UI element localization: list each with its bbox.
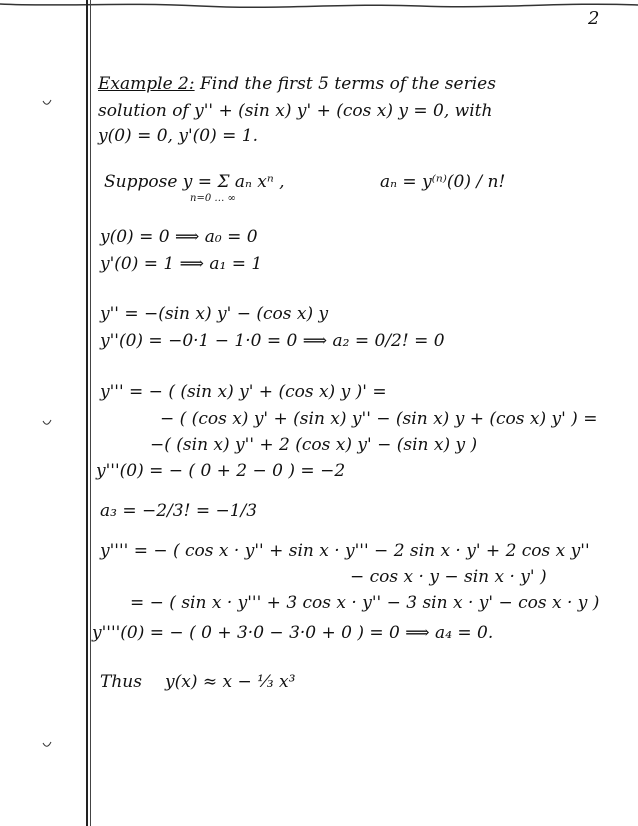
suppose-series: Suppose y = Σ aₙ xⁿ , [104, 172, 285, 192]
fourth-derivative-line2: − cos x · y − sin x · y' ) [350, 567, 547, 587]
fourth-derivative-line3: = − ( sin x · y''' + 3 cos x · y'' − 3 sin x · y' − cos x · y ) [130, 593, 600, 613]
page-top-edge [0, 0, 638, 14]
coefficient-formula: aₙ = y⁽ⁿ⁾(0) / n! [380, 172, 506, 192]
example-prompt-line3: y(0) = 0, y'(0) = 1. [98, 126, 258, 146]
series-approximation: y(x) ≈ x − ⅓ x³ [165, 672, 296, 692]
example-prompt-line1: Find the first 5 terms of the series [200, 74, 496, 94]
a3-value: a₃ = −2/3! = −1/3 [100, 501, 258, 521]
example-heading [98, 74, 496, 94]
second-derivative-at-zero: y''(0) = −0·1 − 1·0 = 0 ⟹ a₂ = 0/2! = 0 [100, 331, 445, 351]
initial-condition-1: y(0) = 0 ⟹ a₀ = 0 [100, 227, 258, 247]
initial-condition-2: y'(0) = 1 ⟹ a₁ = 1 [100, 254, 263, 274]
binder-hole-mark [42, 98, 52, 112]
fourth-derivative-line1: y'''' = − ( cos x · y'' + sin x · y''' − 2 sin x · y' + 2 cos x y'' [100, 541, 590, 561]
binder-hole-mark [42, 740, 52, 754]
example-prompt-line2: solution of y'' + (sin x) y' + (cos x) y = 0, with [98, 101, 493, 121]
page-number: 2 [588, 8, 600, 29]
third-derivative-line3: −( (sin x) y'' + 2 (cos x) y' − (sin x) y ) [150, 435, 478, 455]
margin-rule [86, 0, 92, 826]
fourth-derivative-at-zero: y''''(0) = − ( 0 + 3·0 − 3·0 + 0 ) = 0 ⟹ a₄ = 0. [92, 623, 494, 643]
conclusion-label: Thus [100, 672, 142, 692]
sum-limits: n=0 … ∞ [190, 193, 236, 204]
second-derivative: y'' = −(sin x) y' − (cos x) y [100, 304, 329, 324]
third-derivative-at-zero: y'''(0) = − ( 0 + 2 − 0 ) = −2 [96, 461, 346, 481]
binder-hole-mark [42, 418, 52, 432]
example-label: Example 2: [98, 74, 195, 94]
third-derivative-line1: y''' = − ( (sin x) y' + (cos x) y )' = [100, 382, 387, 402]
third-derivative-line2: − ( (cos x) y' + (sin x) y'' − (sin x) y + (cos x) y' ) = [160, 409, 598, 429]
